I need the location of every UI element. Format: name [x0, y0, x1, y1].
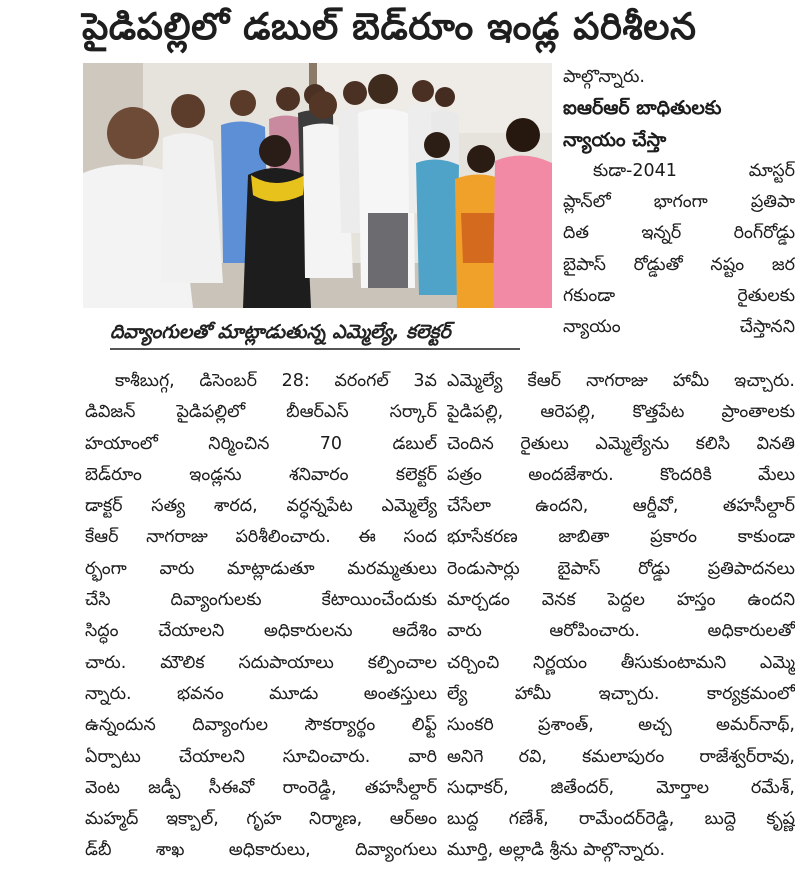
text-line: పైడిపల్లి, ఆరెపల్లి, కొత్తపేట ప్రాంతాలకు: [447, 402, 795, 423]
text-line: బెడ్‌రూం ఇండ్లను శనివారం కలెక్టర్: [85, 464, 437, 485]
headline: పైడిపల్లిలో డబుల్ బెడ్‌రూం ఇండ్ల పరిశీలన: [82, 5, 697, 48]
text-line: డ్‌బీ శాఖ అధికారులు, దివ్యాంగులు: [85, 840, 437, 861]
text-line: భూసేకరణ జాబితా ప్రకారం కాకుండా: [447, 527, 795, 548]
right-top-column: [563, 62, 795, 344]
text-line: ఎమ్మెల్యే కేఆర్ నాగరాజు హామీ ఇచ్చారు.: [447, 371, 795, 391]
text-line: అనిగె రవి, కమలాపురం రాజేశ్వర్‌రావు,: [447, 746, 795, 767]
text-line: వెంట జడ్పీ సీఈవో రాంరెడ్డి, తహసీల్దార్: [85, 777, 437, 798]
text-line: చేసేలా ఉందని, ఆర్డీవో, తహసీల్దార్: [447, 496, 795, 517]
text-line: బుద్ద గణేశ్, రామేందర్‌రెడ్డి, బుద్దె కృష్ణ: [447, 809, 795, 830]
text-line: ల్యే హామీ ఇచ్చారు. కార్యక్రమంలో: [447, 683, 795, 704]
text-line: డివిజన్ పైడిపల్లిలో బీఆర్ఎస్ సర్కార్: [85, 402, 437, 423]
text-line: చెందిన రైతులు ఎమ్మెల్యేను కలిసి వినతి: [447, 433, 795, 454]
text-line: కాశీబుగ్గ, డిసెంబర్ 28: వరంగల్ 3వ: [115, 371, 437, 391]
right-bottom-column: [447, 366, 795, 867]
text-line: కేఆర్ నాగరాజు పరిశీలించారు. ఈ సంద: [85, 527, 437, 548]
text-line: సిద్ధం చేయాలని అధికారులను ఆదేశిం: [85, 621, 437, 642]
text-line: దిత ఇన్నర్ రింగ్‌రోడ్డు: [563, 223, 795, 244]
photo-caption: దివ్యాంగులతో మాట్లాడుతున్న ఎమ్మెల్యే, కలెక్టర్: [110, 318, 520, 350]
text-line: ప్లాన్‌లో భాగంగా ప్రతిపా: [563, 192, 795, 213]
text-line: రెండుసార్లు బైపాస్ రోడ్డు ప్రతిపాదనలు: [447, 558, 795, 579]
text-line: చర్చించి నిర్ణయం తీసుకుంటామని ఎమ్మె: [447, 652, 795, 673]
text-line: మహ్మద్ ఇక్బాల్, గృహ నిర్మాణ, ఆర్అం: [85, 809, 437, 830]
text-line: చేసి దివ్యాంగులకు కేటాయించేందుకు: [85, 590, 437, 611]
text-line: కుడా-2041 మాస్టర్: [593, 160, 795, 181]
news-photo: [83, 63, 552, 308]
text-line: సుంకరి ప్రశాంత్, అచ్చ అమర్‌నాథ్,: [447, 715, 795, 736]
text-line: న్నారు. భవనం మూడు అంతస్తులు: [85, 683, 437, 704]
text-line: గకుండా రైతులకు: [563, 286, 795, 307]
text-line: మూర్తి, అల్లాడి శ్రీను పాల్గొన్నారు.: [447, 840, 666, 861]
text-line: బైపాస్ రోడ్డుతో నష్టం జర: [563, 254, 795, 275]
text-line: ఏర్పాటు చేయాలని సూచించారు. వారి: [85, 746, 437, 767]
text-line: మార్చడం వెనక పెద్దల హస్తం ఉందని: [447, 590, 795, 611]
text-line: వారు ఆరోపించారు. అధికారులతో: [447, 621, 795, 642]
text-line: చారు. మౌలిక సదుపాయాలు కల్పించాల: [85, 652, 437, 673]
text-line: సుధాకర్, జితేందర్, మోర్తాల రమేశ్,: [447, 777, 795, 798]
text-line: పాల్గొన్నారు.: [563, 67, 645, 87]
subheading-line: న్యాయం చేస్తా: [563, 128, 667, 151]
text-line: హయాంలో నిర్మించిన 70 డబుల్: [85, 433, 437, 454]
subheading-line: ఐఆర్ఆర్ బాధితులకు: [563, 97, 722, 120]
news-photo-illustration: [83, 63, 552, 308]
text-line: ర్భంగా వారు మాట్లాడుతూ మరమ్మతులు: [85, 558, 437, 579]
left-column: [85, 366, 437, 867]
text-line: డాక్టర్ సత్య శారద, వర్ధన్నపేట ఎమ్మెల్యే: [85, 496, 437, 517]
text-line: ఉన్నందున దివ్యాంగుల సౌకర్యార్థం లిఫ్ట్: [85, 715, 437, 736]
text-line: న్యాయం చేస్తానని: [563, 317, 795, 338]
text-line: పత్రం అందజేశారు. కొందరికి మేలు: [447, 464, 795, 485]
